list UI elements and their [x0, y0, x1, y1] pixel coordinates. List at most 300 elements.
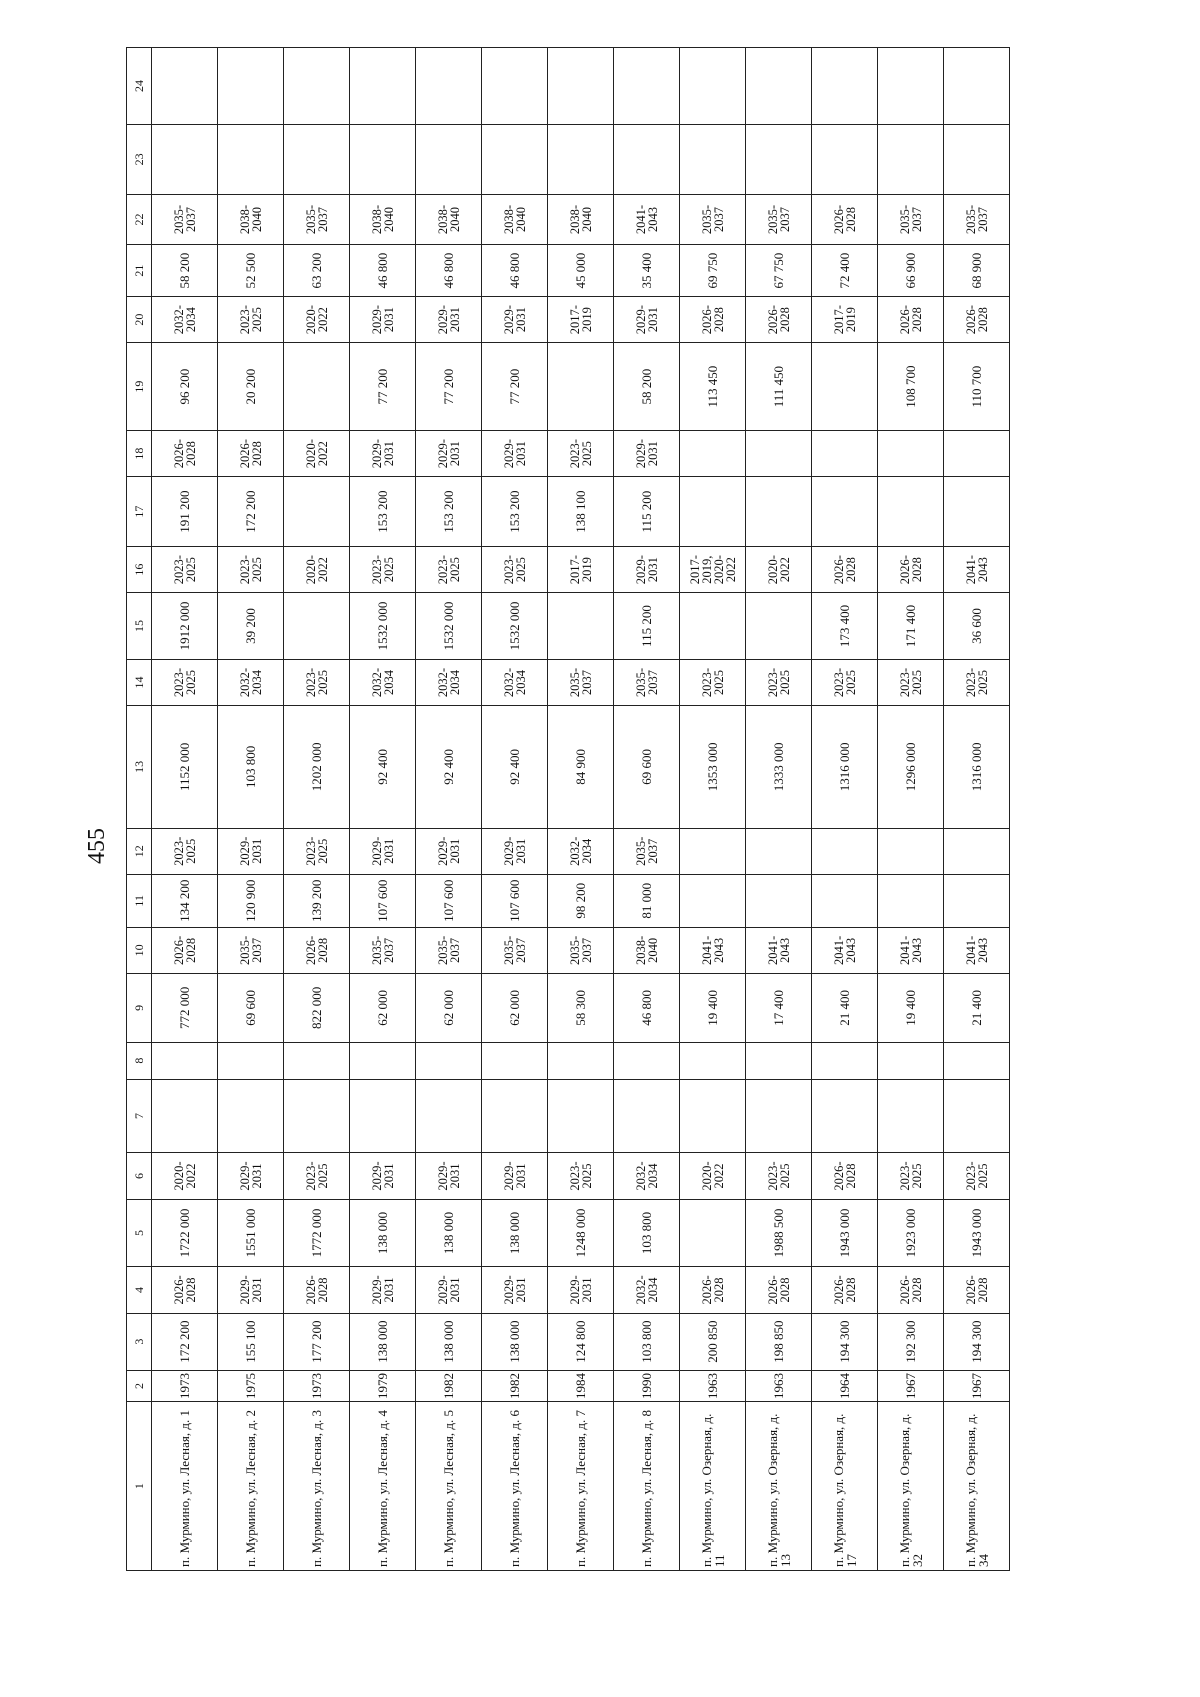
- table-cell: 110 700: [944, 343, 1010, 431]
- table-cell: 107 600: [482, 874, 548, 927]
- column-header: 1: [127, 1402, 152, 1571]
- table-cell: 2026-2028: [284, 1267, 350, 1313]
- table-cell: 2029-2031: [350, 430, 416, 476]
- table-cell: 2032-2034: [548, 828, 614, 874]
- table-cell: 2029-2031: [614, 430, 680, 476]
- table-cell: 2026-2028: [680, 1267, 746, 1313]
- table-cell: 2020-2022: [680, 1153, 746, 1199]
- table-cell: 1912 000: [152, 593, 218, 659]
- table-cell: 2035-2037: [548, 927, 614, 973]
- table-cell: 2035-2037: [482, 927, 548, 973]
- table-cell: 77 200: [416, 343, 482, 431]
- table-cell: 2023-2025: [944, 659, 1010, 705]
- table-cell: 2026-2028: [944, 1267, 1010, 1313]
- table-cell: 2029-2031: [482, 296, 548, 342]
- table-cell: [416, 1042, 482, 1079]
- table-cell: [482, 48, 548, 125]
- table-cell: 35 400: [614, 245, 680, 297]
- table-cell: 46 800: [482, 245, 548, 297]
- table-cell: [284, 1079, 350, 1153]
- table-cell: 69 600: [614, 706, 680, 828]
- address-cell: п. Мурмино, ул. Лесная, д. 2: [218, 1402, 284, 1571]
- table-cell: 96 200: [152, 343, 218, 431]
- table-cell: 171 400: [878, 593, 944, 659]
- table-cell: 2038-2040: [548, 194, 614, 245]
- table-cell: 2035-2037: [284, 194, 350, 245]
- table-cell: 2029-2031: [548, 1267, 614, 1313]
- table-cell: [944, 1079, 1010, 1153]
- table-cell: [878, 430, 944, 476]
- table-cell: 2029-2031: [350, 1267, 416, 1313]
- table-cell: 2023-2025: [482, 546, 548, 592]
- table-row: [350, 48, 416, 1571]
- table-cell: 52 500: [218, 245, 284, 297]
- table-cell: [284, 477, 350, 547]
- table-cell: 98 200: [548, 874, 614, 927]
- column-header: 20: [127, 296, 152, 342]
- table-cell: 2038-2040: [614, 927, 680, 973]
- table-cell: 45 000: [548, 245, 614, 297]
- table-cell: [680, 874, 746, 927]
- table-cell: [416, 1079, 482, 1153]
- table-cell: 68 900: [944, 245, 1010, 297]
- table-cell: 2026-2028: [812, 194, 878, 245]
- table-cell: 153 200: [482, 477, 548, 547]
- table-cell: 1964: [812, 1370, 878, 1402]
- table-cell: [878, 125, 944, 195]
- table-cell: 20 200: [218, 343, 284, 431]
- table-cell: 2035-2037: [746, 194, 812, 245]
- address-cell: п. Мурмино, ул. Лесная, д. 4: [350, 1402, 416, 1571]
- table-cell: 2038-2040: [482, 194, 548, 245]
- table-cell: 2038-2040: [416, 194, 482, 245]
- table-cell: 1973: [152, 1370, 218, 1402]
- table-cell: 67 750: [746, 245, 812, 297]
- column-header: 7: [127, 1079, 152, 1153]
- table-cell: 1979: [350, 1370, 416, 1402]
- table-cell: [812, 343, 878, 431]
- header-row: [127, 48, 152, 1571]
- table-cell: [284, 125, 350, 195]
- table-cell: [812, 874, 878, 927]
- table-cell: [350, 1079, 416, 1153]
- table-cell: [218, 1042, 284, 1079]
- table-cell: 2035-2037: [548, 659, 614, 705]
- table-cell: 1353 000: [680, 706, 746, 828]
- table-cell: 2029-2031: [482, 1267, 548, 1313]
- table-row: [944, 48, 1010, 1571]
- table-cell: [680, 828, 746, 874]
- address-cell: п. Мурмино, ул. Озерная, д. 34: [944, 1402, 1010, 1571]
- table-cell: 134 200: [152, 874, 218, 927]
- table-cell: 2026-2028: [812, 1267, 878, 1313]
- table-cell: 2023-2025: [746, 1153, 812, 1199]
- table-cell: 92 400: [350, 706, 416, 828]
- table-cell: 2023-2025: [218, 296, 284, 342]
- table-cell: [878, 874, 944, 927]
- column-header: 23: [127, 125, 152, 195]
- table-cell: 153 200: [416, 477, 482, 547]
- table-cell: 2023-2025: [152, 828, 218, 874]
- table-cell: 772 000: [152, 974, 218, 1043]
- table-cell: [680, 48, 746, 125]
- column-header: 22: [127, 194, 152, 245]
- table-cell: 69 600: [218, 974, 284, 1043]
- table-cell: 1202 000: [284, 706, 350, 828]
- column-header: 19: [127, 343, 152, 431]
- table-cell: 2026-2028: [878, 296, 944, 342]
- column-header: 12: [127, 828, 152, 874]
- table-cell: 2041-2043: [944, 546, 1010, 592]
- table-cell: 2026-2028: [152, 430, 218, 476]
- table-cell: [812, 828, 878, 874]
- table-cell: 1967: [944, 1370, 1010, 1402]
- table-cell: [614, 125, 680, 195]
- table-cell: 58 200: [614, 343, 680, 431]
- table-cell: [680, 477, 746, 547]
- column-header: 10: [127, 927, 152, 973]
- table-cell: [944, 125, 1010, 195]
- table-cell: 1551 000: [218, 1199, 284, 1267]
- table-cell: 66 900: [878, 245, 944, 297]
- table-cell: 2035-2037: [218, 927, 284, 973]
- table-cell: 138 100: [548, 477, 614, 547]
- table-cell: 2026-2028: [218, 430, 284, 476]
- table-cell: [284, 1042, 350, 1079]
- table-cell: [944, 1042, 1010, 1079]
- table-cell: 2023-2025: [218, 546, 284, 592]
- table-cell: 46 800: [614, 974, 680, 1043]
- table-cell: 62 000: [350, 974, 416, 1043]
- table-cell: 153 200: [350, 477, 416, 547]
- table-cell: 2017-2019: [548, 296, 614, 342]
- table-cell: 69 750: [680, 245, 746, 297]
- table-cell: 2023-2025: [548, 430, 614, 476]
- table-cell: 81 000: [614, 874, 680, 927]
- table-cell: 2035-2037: [878, 194, 944, 245]
- table-cell: 1296 000: [878, 706, 944, 828]
- table-cell: 2023-2025: [284, 1153, 350, 1199]
- table-cell: 2029-2031: [614, 546, 680, 592]
- table-cell: 2026-2028: [152, 927, 218, 973]
- table-row: [812, 48, 878, 1571]
- rotated-table-container: [126, 47, 1073, 1571]
- table-cell: 2020-2022: [284, 546, 350, 592]
- table-cell: 2035-2037: [152, 194, 218, 245]
- column-header: 4: [127, 1267, 152, 1313]
- table-cell: 92 400: [416, 706, 482, 828]
- table-cell: 2020-2022: [746, 546, 812, 592]
- table-cell: 2038-2040: [218, 194, 284, 245]
- column-header: 21: [127, 245, 152, 297]
- table-cell: [548, 1042, 614, 1079]
- table-cell: 2029-2031: [482, 828, 548, 874]
- table-cell: [482, 1079, 548, 1153]
- table-cell: 2035-2037: [944, 194, 1010, 245]
- table-cell: 2023-2025: [284, 659, 350, 705]
- table-cell: 2023-2025: [812, 659, 878, 705]
- table-cell: 2026-2028: [680, 296, 746, 342]
- table-cell: 62 000: [482, 974, 548, 1043]
- table-row: [482, 48, 548, 1571]
- table-cell: 1923 000: [878, 1199, 944, 1267]
- table-cell: [878, 48, 944, 125]
- table-cell: 1984: [548, 1370, 614, 1402]
- column-header: 16: [127, 546, 152, 592]
- table-cell: 2026-2028: [944, 296, 1010, 342]
- table-cell: [614, 1079, 680, 1153]
- table-cell: 2023-2025: [548, 1153, 614, 1199]
- table-cell: [218, 48, 284, 125]
- table-cell: [746, 48, 812, 125]
- address-cell: п. Мурмино, ул. Озерная, д. 17: [812, 1402, 878, 1571]
- table-cell: 1248 000: [548, 1199, 614, 1267]
- table-cell: [548, 125, 614, 195]
- table-cell: 2023-2025: [878, 659, 944, 705]
- table-cell: 72 400: [812, 245, 878, 297]
- table-cell: 2029-2031: [350, 828, 416, 874]
- table-cell: 2032-2034: [416, 659, 482, 705]
- column-header: 15: [127, 593, 152, 659]
- table-cell: 2032-2034: [614, 1153, 680, 1199]
- table-cell: 2029-2031: [482, 1153, 548, 1199]
- table-cell: 120 900: [218, 874, 284, 927]
- table-row: [680, 48, 746, 1571]
- table-cell: [944, 477, 1010, 547]
- table-cell: [746, 125, 812, 195]
- table-cell: [746, 1079, 812, 1153]
- table-cell: 1152 000: [152, 706, 218, 828]
- table-cell: 103 800: [614, 1199, 680, 1267]
- table-cell: 19 400: [878, 974, 944, 1043]
- table-cell: 108 700: [878, 343, 944, 431]
- table-cell: 194 300: [812, 1313, 878, 1370]
- table-cell: 200 850: [680, 1313, 746, 1370]
- table-cell: [746, 477, 812, 547]
- address-cell: п. Мурмино, ул. Лесная, д. 6: [482, 1402, 548, 1571]
- table-cell: [350, 125, 416, 195]
- table-cell: 2041-2043: [614, 194, 680, 245]
- table-cell: 138 000: [482, 1313, 548, 1370]
- table-cell: [218, 125, 284, 195]
- table-cell: 2032-2034: [218, 659, 284, 705]
- table-cell: 2035-2037: [614, 659, 680, 705]
- table-row: [416, 48, 482, 1571]
- table-cell: [548, 593, 614, 659]
- repair-schedule-table: [126, 47, 1010, 1571]
- table-cell: 2017-2019: [548, 546, 614, 592]
- table-row: [548, 48, 614, 1571]
- table-cell: 2029-2031: [416, 1153, 482, 1199]
- table-cell: 1772 000: [284, 1199, 350, 1267]
- table-cell: [350, 48, 416, 125]
- column-header: 5: [127, 1199, 152, 1267]
- table-cell: [878, 1079, 944, 1153]
- table-cell: [944, 48, 1010, 125]
- table-row: [746, 48, 812, 1571]
- table-cell: [944, 828, 1010, 874]
- table-cell: 191 200: [152, 477, 218, 547]
- table-cell: 2020-2022: [152, 1153, 218, 1199]
- table-cell: 2041-2043: [680, 927, 746, 973]
- table-cell: 1943 000: [944, 1199, 1010, 1267]
- table-cell: 1943 000: [812, 1199, 878, 1267]
- column-header: 2: [127, 1370, 152, 1402]
- table-cell: [548, 48, 614, 125]
- table-cell: 21 400: [812, 974, 878, 1043]
- table-cell: 2017-2019: [812, 296, 878, 342]
- table-cell: 2026-2028: [746, 296, 812, 342]
- table-row: [878, 48, 944, 1571]
- address-cell: п. Мурмино, ул. Озерная, д. 32: [878, 1402, 944, 1571]
- column-header: 13: [127, 706, 152, 828]
- column-header: 8: [127, 1042, 152, 1079]
- table-cell: 17 400: [746, 974, 812, 1043]
- table-cell: 138 000: [350, 1313, 416, 1370]
- table-cell: 1532 000: [416, 593, 482, 659]
- table-cell: 1990: [614, 1370, 680, 1402]
- table-cell: 1722 000: [152, 1199, 218, 1267]
- column-header: 17: [127, 477, 152, 547]
- table-cell: 2032-2034: [152, 296, 218, 342]
- table-cell: 2023-2025: [152, 659, 218, 705]
- table-cell: 172 200: [218, 477, 284, 547]
- table-cell: 2029-2031: [218, 828, 284, 874]
- table-cell: 2029-2031: [350, 296, 416, 342]
- table-cell: [812, 1042, 878, 1079]
- table-cell: [746, 828, 812, 874]
- column-header: 3: [127, 1313, 152, 1370]
- column-header: 11: [127, 874, 152, 927]
- table-cell: 2023-2025: [944, 1153, 1010, 1199]
- table-cell: 2020-2022: [284, 430, 350, 476]
- table-cell: [878, 1042, 944, 1079]
- table-cell: 1963: [746, 1370, 812, 1402]
- table-cell: 2038-2040: [350, 194, 416, 245]
- table-cell: [548, 343, 614, 431]
- page-number: 455: [84, 828, 110, 864]
- column-header: 24: [127, 48, 152, 125]
- table-cell: 138 000: [350, 1199, 416, 1267]
- table-cell: 2041-2043: [812, 927, 878, 973]
- table-cell: 39 200: [218, 593, 284, 659]
- table-cell: 822 000: [284, 974, 350, 1043]
- table-cell: [152, 1042, 218, 1079]
- table-cell: 2041-2043: [944, 927, 1010, 973]
- table-cell: [152, 125, 218, 195]
- table-cell: [680, 125, 746, 195]
- table-cell: 113 450: [680, 343, 746, 431]
- table-cell: [350, 1042, 416, 1079]
- table-row: [614, 48, 680, 1571]
- table-cell: 115 200: [614, 477, 680, 547]
- table-cell: [416, 48, 482, 125]
- table-cell: 155 100: [218, 1313, 284, 1370]
- table-cell: [746, 1042, 812, 1079]
- table-cell: 2035-2037: [416, 927, 482, 973]
- table-cell: 192 300: [878, 1313, 944, 1370]
- table-cell: 2035-2037: [680, 194, 746, 245]
- table-cell: 1988 500: [746, 1199, 812, 1267]
- table-cell: [284, 343, 350, 431]
- table-cell: 2032-2034: [482, 659, 548, 705]
- table-cell: [944, 874, 1010, 927]
- table-cell: [680, 1042, 746, 1079]
- table-cell: 2029-2031: [614, 296, 680, 342]
- table-cell: [548, 1079, 614, 1153]
- table-cell: [218, 1079, 284, 1153]
- table-cell: [812, 430, 878, 476]
- table-cell: [152, 1079, 218, 1153]
- table-cell: 173 400: [812, 593, 878, 659]
- table-cell: 2029-2031: [218, 1153, 284, 1199]
- table-cell: 2023-2025: [680, 659, 746, 705]
- table-cell: [812, 125, 878, 195]
- address-cell: п. Мурмино, ул. Лесная, д. 5: [416, 1402, 482, 1571]
- table-cell: [680, 593, 746, 659]
- table-cell: 138 000: [416, 1199, 482, 1267]
- table-cell: 1333 000: [746, 706, 812, 828]
- table-cell: 2035-2037: [614, 828, 680, 874]
- table-cell: [680, 430, 746, 476]
- table-cell: 124 800: [548, 1313, 614, 1370]
- table-cell: [416, 125, 482, 195]
- table-cell: 58 200: [152, 245, 218, 297]
- table-cell: 2023-2025: [416, 546, 482, 592]
- table-cell: 107 600: [416, 874, 482, 927]
- table-cell: 139 200: [284, 874, 350, 927]
- table-cell: [812, 48, 878, 125]
- address-cell: п. Мурмино, ул. Озерная, д. 11: [680, 1402, 746, 1571]
- table-cell: 2017-2019, 2020-2022: [680, 546, 746, 592]
- table-cell: [482, 125, 548, 195]
- table-cell: 21 400: [944, 974, 1010, 1043]
- column-header: 14: [127, 659, 152, 705]
- table-cell: 2041-2043: [746, 927, 812, 973]
- table-cell: 1967: [878, 1370, 944, 1402]
- table-cell: [746, 593, 812, 659]
- table-cell: [680, 1199, 746, 1267]
- table-cell: [878, 477, 944, 547]
- table-cell: 62 000: [416, 974, 482, 1043]
- table-cell: 111 450: [746, 343, 812, 431]
- table-cell: 103 800: [218, 706, 284, 828]
- table-cell: 19 400: [680, 974, 746, 1043]
- table-cell: [482, 1042, 548, 1079]
- table-cell: 2041-2043: [878, 927, 944, 973]
- table-cell: 1982: [416, 1370, 482, 1402]
- table-cell: 46 800: [350, 245, 416, 297]
- column-header: 18: [127, 430, 152, 476]
- table-cell: 2029-2031: [218, 1267, 284, 1313]
- table-cell: 2029-2031: [350, 1153, 416, 1199]
- table-cell: 1973: [284, 1370, 350, 1402]
- table-cell: 2029-2031: [416, 296, 482, 342]
- table-cell: 58 300: [548, 974, 614, 1043]
- table-cell: 2026-2028: [812, 1153, 878, 1199]
- table-cell: 2029-2031: [482, 430, 548, 476]
- table-cell: [812, 477, 878, 547]
- table-cell: 2032-2034: [350, 659, 416, 705]
- table-cell: 198 850: [746, 1313, 812, 1370]
- table-cell: [152, 48, 218, 125]
- table-cell: 2026-2028: [152, 1267, 218, 1313]
- table-cell: 2026-2028: [284, 927, 350, 973]
- table-cell: [680, 1079, 746, 1153]
- table-cell: 1975: [218, 1370, 284, 1402]
- table-cell: 2035-2037: [350, 927, 416, 973]
- table-cell: [746, 430, 812, 476]
